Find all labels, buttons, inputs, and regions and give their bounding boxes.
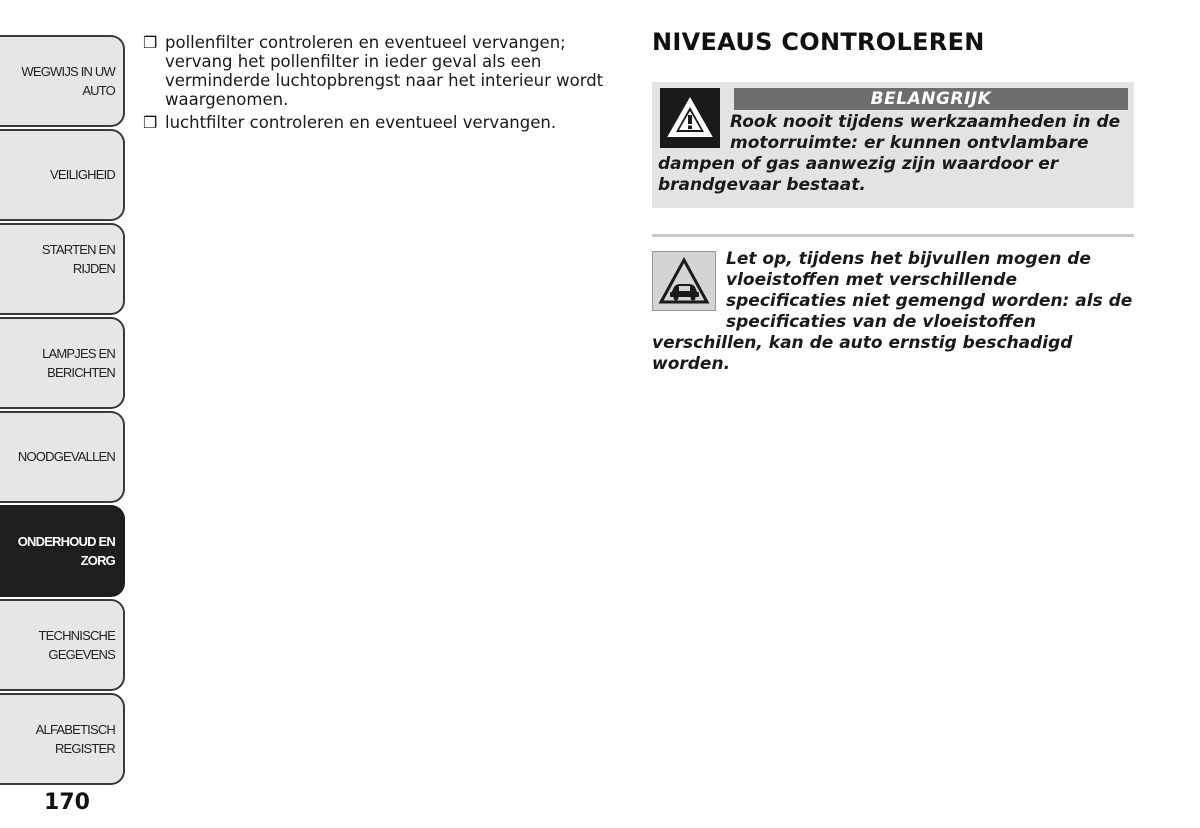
divider — [652, 234, 1134, 237]
tab-label-line2: BERICHTEN — [47, 365, 115, 380]
tab-wegwijs-in-uw-auto[interactable] — [0, 35, 125, 127]
tab-label-line1: LAMPJES EN — [42, 346, 115, 361]
tab-label-line1: WEGWIJS IN UW — [21, 64, 115, 79]
tab-label-line1: TECHNISCHE — [38, 628, 115, 643]
tab-label-line1: STARTEN EN RIJDEN — [41, 242, 115, 276]
page-number: 170 — [44, 790, 90, 815]
tab-technische-gegevens[interactable] — [0, 599, 125, 691]
tab-noodgevallen[interactable] — [0, 411, 125, 503]
tab-label-line1: NOODGEVALLEN — [17, 449, 115, 464]
tab-label-line2: REGISTER — [54, 741, 115, 756]
tab-label-line2: ZORG — [80, 553, 115, 568]
car-warning-icon — [652, 251, 716, 311]
tab-veiligheid[interactable] — [0, 129, 125, 221]
tab-starten-en-rijden[interactable] — [0, 223, 125, 315]
tab-label-line2: AUTO — [82, 83, 115, 98]
tab-label-line2: GEGEVENS — [48, 647, 115, 662]
warning-triangle-icon — [660, 88, 720, 148]
tab-label-line1: ONDERHOUD EN — [17, 534, 115, 549]
warning-header: BELANGRIJK — [734, 88, 1128, 110]
tab-onderhoud-en-zorg[interactable] — [0, 505, 125, 597]
warning-box — [652, 82, 1134, 208]
list-item-text: luchtfilter controleren en eventueel vervangen. — [165, 113, 557, 132]
checkbox-bullet-icon: ❒ — [143, 33, 158, 52]
note-block — [652, 249, 1134, 375]
list-item — [143, 33, 613, 109]
left-column — [143, 33, 613, 136]
tab-label-line1: ALFABETISCH — [35, 722, 115, 737]
tab-alfabetisch-register[interactable] — [0, 693, 125, 785]
checkbox-bullet-icon: ❒ — [143, 113, 158, 132]
list-item — [143, 113, 613, 132]
list-item-text: pollenfilter controleren en eventueel vervangen; vervang het pollenfilter in ieder geval als een verminderde luchtopbrengst naar het interieur wordt waargenomen. — [165, 33, 604, 109]
right-column — [652, 28, 1134, 375]
tab-label-line1: VEILIGHEID — [50, 167, 115, 182]
chapter-tabs — [0, 35, 125, 787]
note-text: Let op, tijdens het bijvullen mogen de vloeistoffen met verschillende specificaties niet gemengd worden: als de specificaties van de vloeistoffen verschillen, kan de auto ernstig beschadigd worden. — [652, 249, 1133, 374]
warning-text: Rook nooit tijdens werkzaamheden in de motorruimte: er kunnen ontvlambare dampen of gas aanwezig zijn waardoor er brandgevaar bestaat. — [658, 112, 1121, 195]
section-title: NIVEAUS CONTROLEREN — [652, 28, 985, 56]
tab-lampjes-en-berichten[interactable] — [0, 317, 125, 409]
